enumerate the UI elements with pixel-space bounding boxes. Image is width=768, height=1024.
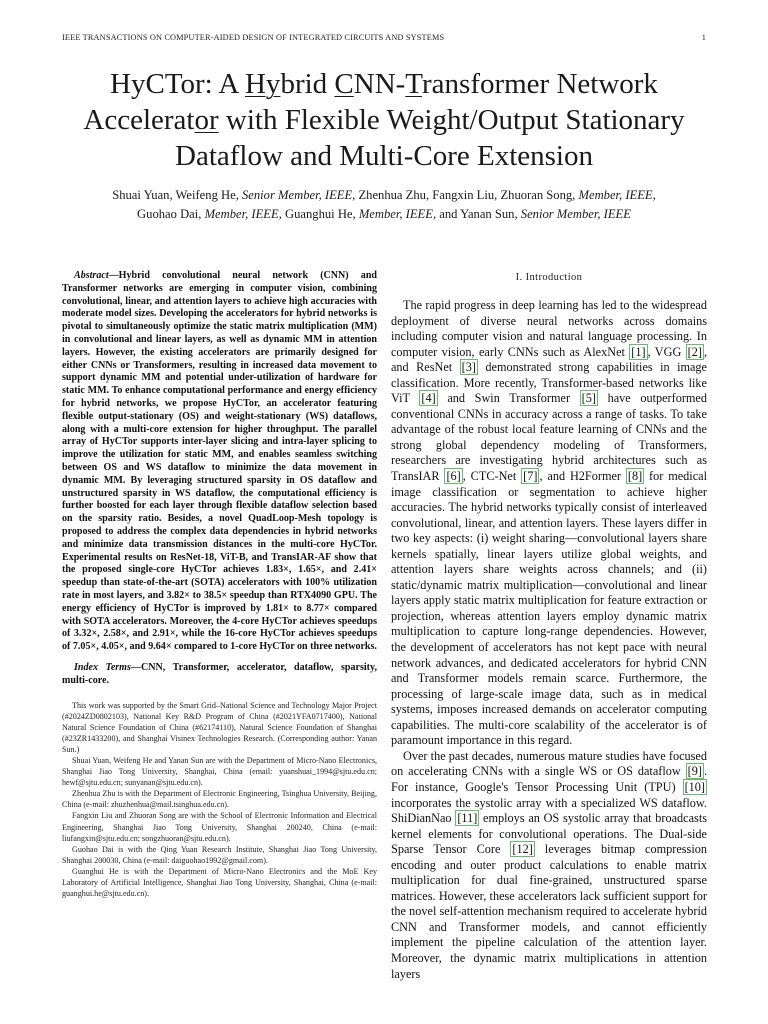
running-head: [62, 33, 706, 42]
citation-link[interactable]: [2]: [687, 344, 702, 359]
journal-name: IEEE TRANSACTIONS ON COMPUTER-AIDED DESIGN OF INTEGRATED CIRCUITS AND SYSTEMS: [62, 33, 445, 42]
citation-link[interactable]: [3]: [461, 360, 476, 375]
footnote-funding: This work was supported by the Smart Grid–National Science and Technology Major Project (#2024ZD0802103), National Key R&D Program of China (#2021YFA0717400), National Natural Science Foundation of China (#62174110), Natural Science Foundation of Shanghai (#23ZR1433200), and Shanghai Visinex Technologies Research. (Corresponding author: Yanan Sun.): [62, 700, 377, 754]
citation-link[interactable]: [7]: [523, 469, 538, 484]
abstract: Abstract—Hybrid convolutional neural network (CNN) and Transformer networks are emerging in computer vision, combining convolutional, linear, and attention layers to achieve high accuracies with moderate model sizes. Developing the accelerators for hybrid networks is pivotal to simultaneously optimize the static matrix multiplication (MM) in convolutional and linear layers, as well as dynamic MM in attention layers. However, the existing accelerators are primarily designed for either CNNs or Transformers, resulting in increased data movement to support dynamic MM and potential under-utilization of hardware for static MM. To enhance computational performance and energy efficiency for hybrid networks, we propose HyCTor, an accelerator featuring flexible output-stationary (OS) and weight-stationary (WS) dataflows, along with a multi-core extension for higher throughput. The parallel array of HyCTor supports inter-layer slicing and intra-layer splicing to improve the utilization for static MM, and enables seamless switching between OS and WS dataflow to minimize the data movement in dynamic MM. By leveraging structured sparsity in OS dataflow and unstructured sparsity in WS dataflow, the computational efficiency is further boosted for each layer through flexible dataflow selection based on the sparsity ratio. Besides, a novel QuadLoop-Mesh topology is proposed to address the complex data dependencies in hybrid networks and minimize data transmission distances in the multi-core HyCTor. Experimental results on ResNet-18, ViT-B, and TransIAR-AF show that the proposed single-core HyCTor achieves 1.83×, 1.65×, and 2.41× speedup than state-of-the-art (SOTA) accelerators with 100% utilization rate in most layers, and 3.82× to 38.5× speedup than RTX4090 GPU. The energy efficiency of HyCTor is improved by 1.81× to 8.77× compared with SOTA accelerators. Moreover, the 4-core HyCTor achieves speedups of 3.32×, 2.58×, and 2.91×, while the 16-core HyCTor achieves speedups of 7.05×, 4.05×, and 9.64× compared to 1-core HyCTor on three networks.: [62, 270, 377, 653]
intro-paragraph-2: Over the past decades, numerous mature studies have focused on accelerating CNNs with a single WS or OS dataflow [9] . For instance, Google's Tensor Processing Unit (TPU) [10] incorporates the systolic array with a specialized WS dataflow. ShiDianNao [11] employs an OS systolic array that broadcasts kernel elements for convolutional operations. The Dual-side Sparse Tensor Core [12] leverages bitmap compression encoding and outer product calculations to enable matrix multiplication for dual fine-grained, unstructured sparse matrices. However, these accelerators lack sufficient support for the novel self-attention mechanism required to accelerate hybrid CNN and Transformer models, and cannot efficiently implement the pipeline calculation of the attention layer. Moreover, the dynamic matrix multiplications in attention layers: [391, 748, 707, 981]
footnote-affiliation: Fangxin Liu and Zhuoran Song are with the School of Electronic Information and Electrical Engineering, Shanghai Jiao Tong University, Shanghai 200240, China (e-mail: liufangxin@sjtu.edu.cn; songzhuoran@sjtu.edu.cn).: [62, 811, 377, 843]
left-column: [62, 270, 377, 899]
footnote-affiliation: Shuai Yuan, Weifeng He and Yanan Sun are with the Department of Micro-Nano Electronics, Shanghai Jiao Tong University, Shanghai, China (email: yuanshuai_1994@sjtu.edu.cn; hewf@sjtu.edu.cn; sunyanan@sjtu.edu.cn).: [62, 755, 377, 788]
citation-link[interactable]: [11]: [457, 811, 478, 826]
author-list: Shuai Yuan, Weifeng He, Senior Member, IEEE, Zhenhua Zhu, Fangxin Liu, Zhuoran Song, Member, IEEE, Guohao Dai, Member, IEEE, Guanghui He, Member, IEEE, and Yanan Sun, Senior Member, IEEE: [112, 188, 656, 221]
footnote-affiliation: Zhenhua Zhu is with the Department of Electronic Engineering, Tsinghua University, Beijing, China (e-mail: zhuzhenhua@mail.tsinghua.edu.cn).: [62, 789, 377, 810]
citation-link[interactable]: [10]: [684, 779, 705, 794]
citation-link[interactable]: [4]: [421, 391, 436, 406]
paper-title: HyCTor: A Hybrid CNN-Transformer Network Accelerator with Flexible Weight/Output Stationary Dataflow and Multi-Core Extension: [83, 68, 685, 172]
citation-link[interactable]: [12]: [512, 842, 533, 857]
footnote-affiliation: Guanghui He is with the Department of Micro-Nano Electronics and the MoE Key Laboratory of Artificial Intelligence, Shanghai Jiao Tong University, Shanghai, China (e-mail: guanghui.he@sjtu.edu.cn).: [62, 866, 377, 899]
citation-link[interactable]: [6]: [446, 469, 461, 484]
footnote-affiliation: Guohao Dai is with the Qing Yuan Research Institute, Shanghai Jiao Tong University, Shanghai 200030, China (e-mail: daiguohao1992@gmail.com).: [62, 844, 377, 865]
citation-link[interactable]: [1]: [631, 344, 646, 359]
citation-link[interactable]: [5]: [581, 391, 596, 406]
right-column: [391, 270, 707, 982]
index-terms: Index Terms—CNN, Transformer, accelerator, dataflow, sparsity, multi-core.: [62, 661, 378, 686]
citation-link[interactable]: [8]: [627, 469, 643, 484]
section-heading: I. Introduction: [515, 272, 583, 283]
footnotes: [62, 700, 377, 900]
citation-link[interactable]: [9]: [687, 764, 702, 779]
page-number: 1: [701, 33, 706, 42]
intro-paragraph-1: The rapid progress in deep learning has led to the widespread deployment of diverse neural networks across domains including computer vision and natural language processing. In computer vision, early CNNs such as AlexNet [1] , VGG [2] , and ResNet [3] demonstrated strong capabilities in image classification. More recently, Transformer-based networks like ViT [4] and Swin Transformer [5] have outperformed conventional CNNs in accuracy across a range of tasks. To take advantage of the robust local feature learning of CNNs and the strong global dependency modeling of Transformers, researchers are investigating hybrid architectures such as TransIAR [6] , CTC-Net [7] , and H2Former [8] for medical image classification or segmentation to achieve higher accuracies. The hybrid networks typically consist of interleaved convolutional, linear, and attention layers. These layers differ in two key aspects: (i) weight sharing—convolutional layers share kernels spatially, linear layers utilize global weights, and attention layers share weights across channels; and (ii) static/dynamic matrix multiplication—convolutional and linear layers apply static matrix multiplication for feature extraction or projection, whereas attention layers employ dynamic matrix multiplication to capture long-range dependencies. However, the development of accelerators has not kept pace with neural network advances, and dedicated accelerators for hybrid CNN and Transformer models remain scarce. Furthermore, the processing of large-scale image data, such as in medical systems, imposes increased demands on accelerator computing capabilities. The multi-core scalability of the accelerator is of paramount importance in this regard.: [391, 298, 707, 748]
